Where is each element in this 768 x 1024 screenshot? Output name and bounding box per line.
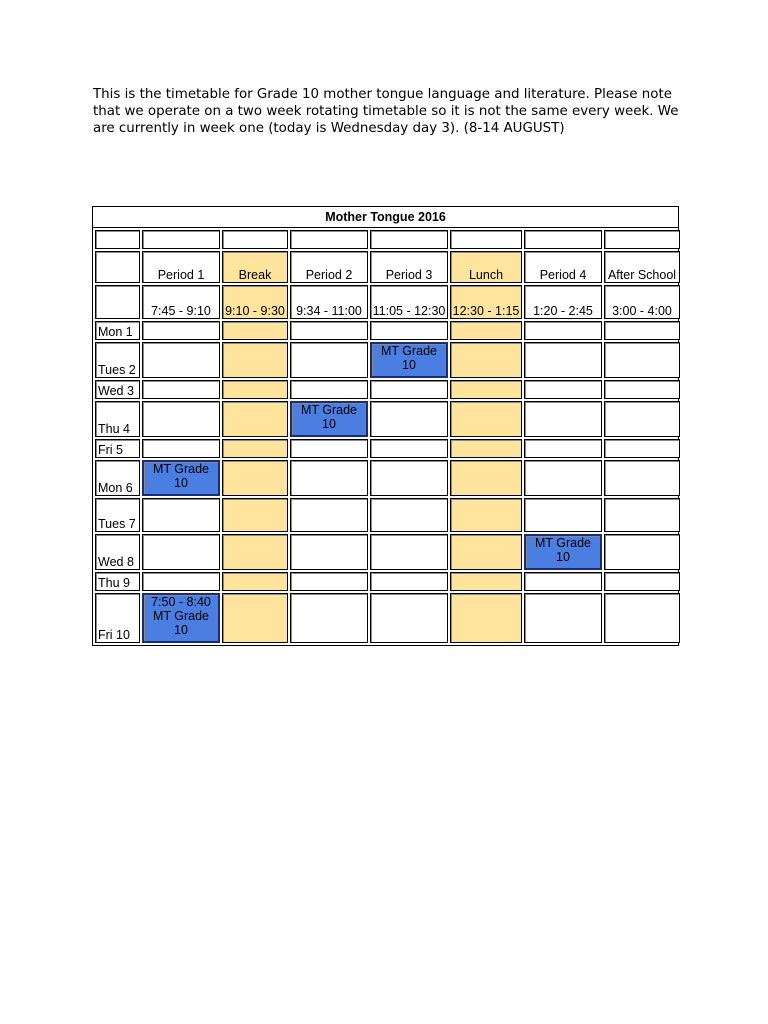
slot-cell <box>222 498 288 532</box>
slot-cell <box>142 342 220 378</box>
slot-cell <box>604 572 680 591</box>
slot-cell <box>222 439 288 458</box>
day-label: Tues 7 <box>95 498 140 532</box>
slot-cell <box>222 593 288 643</box>
empty-cell <box>142 230 220 249</box>
slot-cell <box>604 460 680 496</box>
slot-cell <box>142 321 220 340</box>
time-cell: 9:34 - 11:00 <box>290 285 368 319</box>
class-cell: MT Grade 10 <box>370 342 448 378</box>
times-row <box>95 285 680 319</box>
slot-cell <box>450 380 522 399</box>
day-label: Wed 8 <box>95 534 140 570</box>
slot-cell <box>524 593 602 643</box>
empty-cell <box>290 230 368 249</box>
time-cell: 11:05 - 12:30 <box>370 285 448 319</box>
slot-cell <box>604 321 680 340</box>
day-label: Mon 1 <box>95 321 140 340</box>
slot-cell <box>142 498 220 532</box>
slot-cell <box>142 572 220 591</box>
day-row <box>95 401 680 437</box>
slot-cell <box>222 534 288 570</box>
slot-cell <box>450 534 522 570</box>
slot-cell <box>524 460 602 496</box>
slot-cell <box>222 321 288 340</box>
timetable-grid <box>93 228 682 645</box>
slot-cell <box>222 342 288 378</box>
slot-cell <box>604 534 680 570</box>
slot-cell <box>450 401 522 437</box>
timetable-title: Mother Tongue 2016 <box>93 207 678 228</box>
slot-cell <box>290 534 368 570</box>
empty-cell <box>222 230 288 249</box>
slot-cell <box>290 460 368 496</box>
day-row <box>95 593 680 643</box>
slot-cell <box>370 593 448 643</box>
slot-cell <box>222 572 288 591</box>
time-cell: 1:20 - 2:45 <box>524 285 602 319</box>
column-header <box>95 251 140 283</box>
slot-cell <box>604 439 680 458</box>
blank-row <box>95 230 680 249</box>
slot-cell <box>290 498 368 532</box>
empty-cell <box>450 230 522 249</box>
slot-cell <box>524 498 602 532</box>
day-row <box>95 439 680 458</box>
slot-cell <box>290 439 368 458</box>
day-label: Thu 9 <box>95 572 140 591</box>
day-row <box>95 342 680 378</box>
slot-cell <box>524 342 602 378</box>
day-row <box>95 534 680 570</box>
day-row <box>95 321 680 340</box>
day-row <box>95 380 680 399</box>
day-label: Tues 2 <box>95 342 140 378</box>
column-header: Period 1 <box>142 251 220 283</box>
slot-cell <box>142 380 220 399</box>
slot-cell <box>524 439 602 458</box>
empty-cell <box>524 230 602 249</box>
column-header: Break <box>222 251 288 283</box>
time-cell: 9:10 - 9:30 <box>222 285 288 319</box>
slot-cell <box>370 460 448 496</box>
slot-cell <box>450 342 522 378</box>
slot-cell <box>604 380 680 399</box>
empty-cell <box>604 230 680 249</box>
slot-cell <box>450 321 522 340</box>
slot-cell <box>370 321 448 340</box>
slot-cell <box>524 321 602 340</box>
slot-cell <box>524 401 602 437</box>
time-cell: 12:30 - 1:15 <box>450 285 522 319</box>
slot-cell <box>450 593 522 643</box>
class-cell: MT Grade 10 <box>524 534 602 570</box>
slot-cell <box>142 534 220 570</box>
column-header: Period 4 <box>524 251 602 283</box>
time-cell <box>95 285 140 319</box>
slot-cell <box>290 593 368 643</box>
day-label: Thu 4 <box>95 401 140 437</box>
header-row <box>95 251 680 283</box>
column-header: Lunch <box>450 251 522 283</box>
column-header: After School <box>604 251 680 283</box>
slot-cell <box>604 342 680 378</box>
intro-paragraph: This is the timetable for Grade 10 mother tongue language and literature. Please note that we operate on a two week rotating timetable so it is not the same every week. We are currently in week one (today is Wednesday day 3). (8-14 AUGUST) <box>93 87 679 136</box>
slot-cell <box>604 593 680 643</box>
time-cell: 7:45 - 9:10 <box>142 285 220 319</box>
slot-cell <box>450 498 522 532</box>
slot-cell <box>290 321 368 340</box>
slot-cell <box>450 439 522 458</box>
day-row <box>95 572 680 591</box>
slot-cell <box>450 572 522 591</box>
slot-cell <box>450 460 522 496</box>
slot-cell <box>370 380 448 399</box>
slot-cell <box>370 439 448 458</box>
day-label: Fri 10 <box>95 593 140 643</box>
empty-cell <box>370 230 448 249</box>
slot-cell <box>290 380 368 399</box>
day-label: Fri 5 <box>95 439 140 458</box>
slot-cell <box>370 498 448 532</box>
time-cell: 3:00 - 4:00 <box>604 285 680 319</box>
slot-cell <box>142 439 220 458</box>
timetable <box>92 206 679 646</box>
day-row <box>95 460 680 496</box>
slot-cell <box>604 498 680 532</box>
slot-cell <box>604 401 680 437</box>
slot-cell <box>524 572 602 591</box>
slot-cell <box>290 572 368 591</box>
day-row <box>95 498 680 532</box>
day-label: Wed 3 <box>95 380 140 399</box>
slot-cell <box>222 380 288 399</box>
slot-cell <box>222 460 288 496</box>
empty-cell <box>95 230 140 249</box>
class-cell: MT Grade 10 <box>290 401 368 437</box>
column-header: Period 2 <box>290 251 368 283</box>
slot-cell <box>370 572 448 591</box>
slot-cell <box>222 401 288 437</box>
column-header: Period 3 <box>370 251 448 283</box>
class-cell: 7:50 - 8:40 MT Grade 10 <box>142 593 220 643</box>
slot-cell <box>370 401 448 437</box>
class-cell: MT Grade 10 <box>142 460 220 496</box>
slot-cell <box>524 380 602 399</box>
slot-cell <box>370 534 448 570</box>
day-label: Mon 6 <box>95 460 140 496</box>
slot-cell <box>142 401 220 437</box>
slot-cell <box>290 342 368 378</box>
